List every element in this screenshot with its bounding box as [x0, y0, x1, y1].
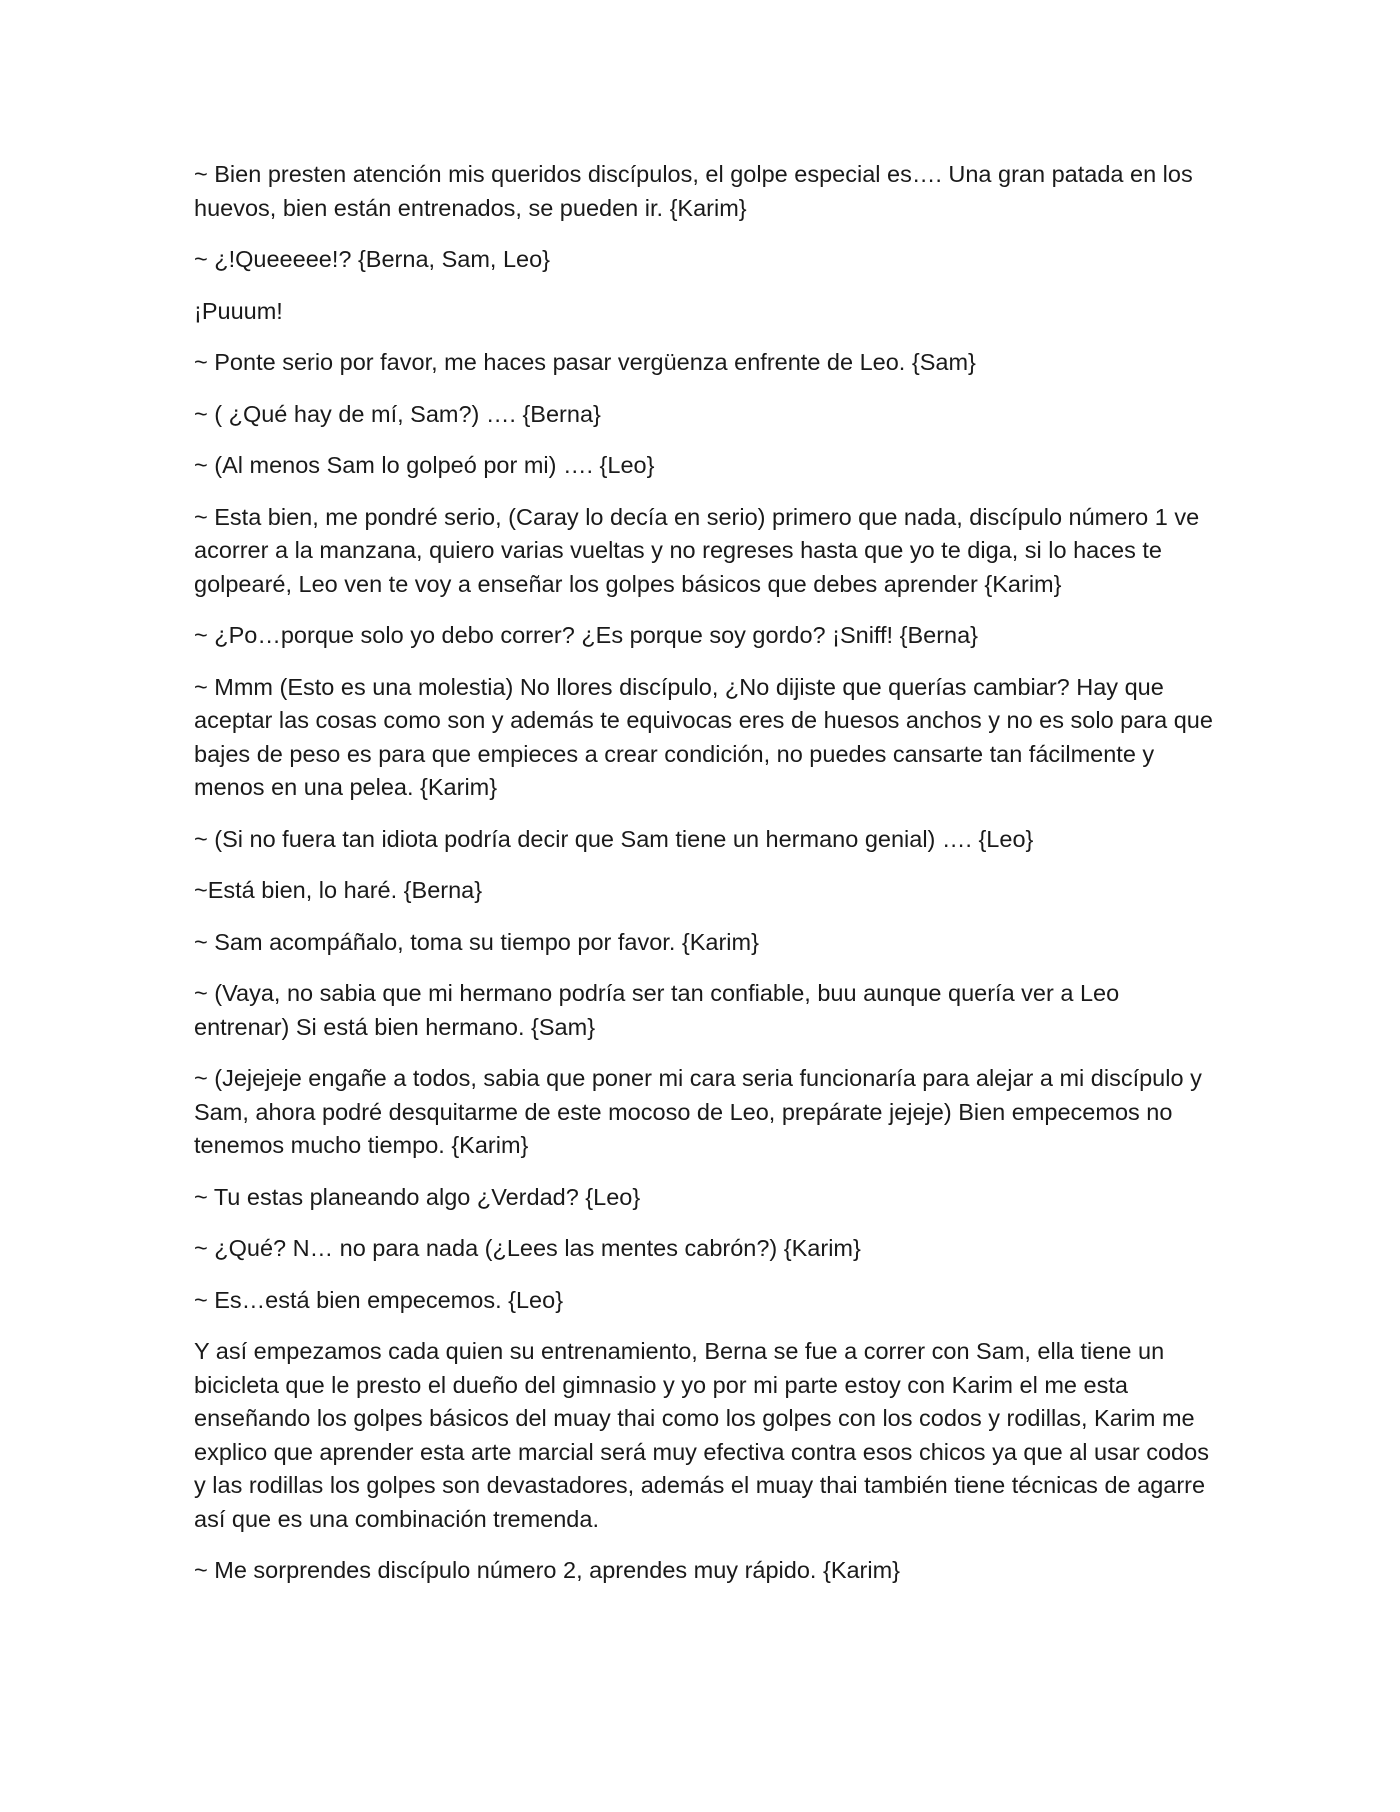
paragraph: ~ ¿!Queeeee!? {Berna, Sam, Leo} — [194, 246, 551, 272]
paragraph: ~ (Si no fuera tan idiota podría decir que Sam tiene un hermano genial) …. {Leo} — [194, 825, 1034, 852]
paragraph: ~ ¿Po…porque solo yo debo correr? ¿Es porque soy gordo? ¡Sniff! {Berna} — [194, 622, 979, 648]
paragraph: ~ Mmm (Esto es una molestia) No llores discípulo, ¿No dijiste que querías cambiar? Hay que aceptar las cosas como son y además te equivocas eres de huesos anchos y no es solo para que bajes de peso es para que empieces a crear condición, no puedes cansarte tan fácilmente y menos en una pelea. {Karim} — [194, 673, 1213, 800]
paragraph: ~ Me sorprendes discípulo número 2, aprendes muy rápido. {Karim} — [194, 1557, 901, 1583]
paragraph: Y así empezamos cada quien su entrenamiento, Berna se fue a correr con Sam, ella tiene un bicicleta que le presto el dueño del gimnasio y yo por mi parte estoy con Karim el me esta enseñando los golpes básicos del muay thai como los golpes con los codos y rodillas, Karim me explico que aprender esta arte marcial será muy efectiva contra esos chicos ya que al usar codos y las rodillas los golpes son devastadores, además el muay thai también tiene técnicas de agarre así que es una combinación tremenda. — [194, 1338, 1209, 1532]
paragraph: ~ ( ¿Qué hay de mí, Sam?) …. {Berna} — [194, 400, 601, 427]
paragraph: ~ (Jejejeje engañe a todos, sabia que poner mi cara seria funcionaría para alejar a mi discípulo y Sam, ahora podré desquitarme de este mocoso de Leo, prepárate jejeje) Bien empecemos no tenemos mucho tiempo. {Karim} — [194, 1065, 1202, 1158]
paragraph: ~ Esta bien, me pondré serio, (Caray lo decía en serio) primero que nada, discípulo número 1 ve acorrer a la manzana, quiero varias vueltas y no regreses hasta que yo te diga, si lo haces te golpearé, Leo ven te voy a enseñar los golpes básicos que debes aprender {Karim} — [194, 503, 1200, 597]
paragraph: ~ Ponte serio por favor, me haces pasar vergüenza enfrente de Leo. {Sam} — [194, 349, 976, 375]
paragraph: ~ ¿Qué? N… no para nada (¿Lees las mentes cabrón?) {Karim} — [194, 1235, 861, 1261]
paragraph: ~ Bien presten atención mis queridos discípulos, el golpe especial es…. Una gran patada en los huevos, bien están entrenados, se pueden ir. {Karim} — [194, 161, 1193, 221]
paragraph: ~Está bien, lo haré. {Berna} — [194, 877, 483, 903]
paragraph: ~ (Al menos Sam lo golpeó por mi) …. {Leo} — [194, 452, 655, 478]
document-body — [194, 158, 1214, 1606]
paragraph: ~ (Vaya, no sabia que mi hermano podría ser tan confiable, buu aunque quería ver a Leo entrenar) Si está bien hermano. {Sam} — [194, 980, 1120, 1040]
paragraph: ¡Puuum! — [194, 297, 283, 324]
paragraph: ~ Sam acompáñalo, toma su tiempo por favor. {Karim} — [194, 928, 759, 955]
paragraph: ~ Es…está bien empecemos. {Leo} — [194, 1286, 564, 1313]
paragraph: ~ Tu estas planeando algo ¿Verdad? {Leo} — [194, 1183, 641, 1210]
